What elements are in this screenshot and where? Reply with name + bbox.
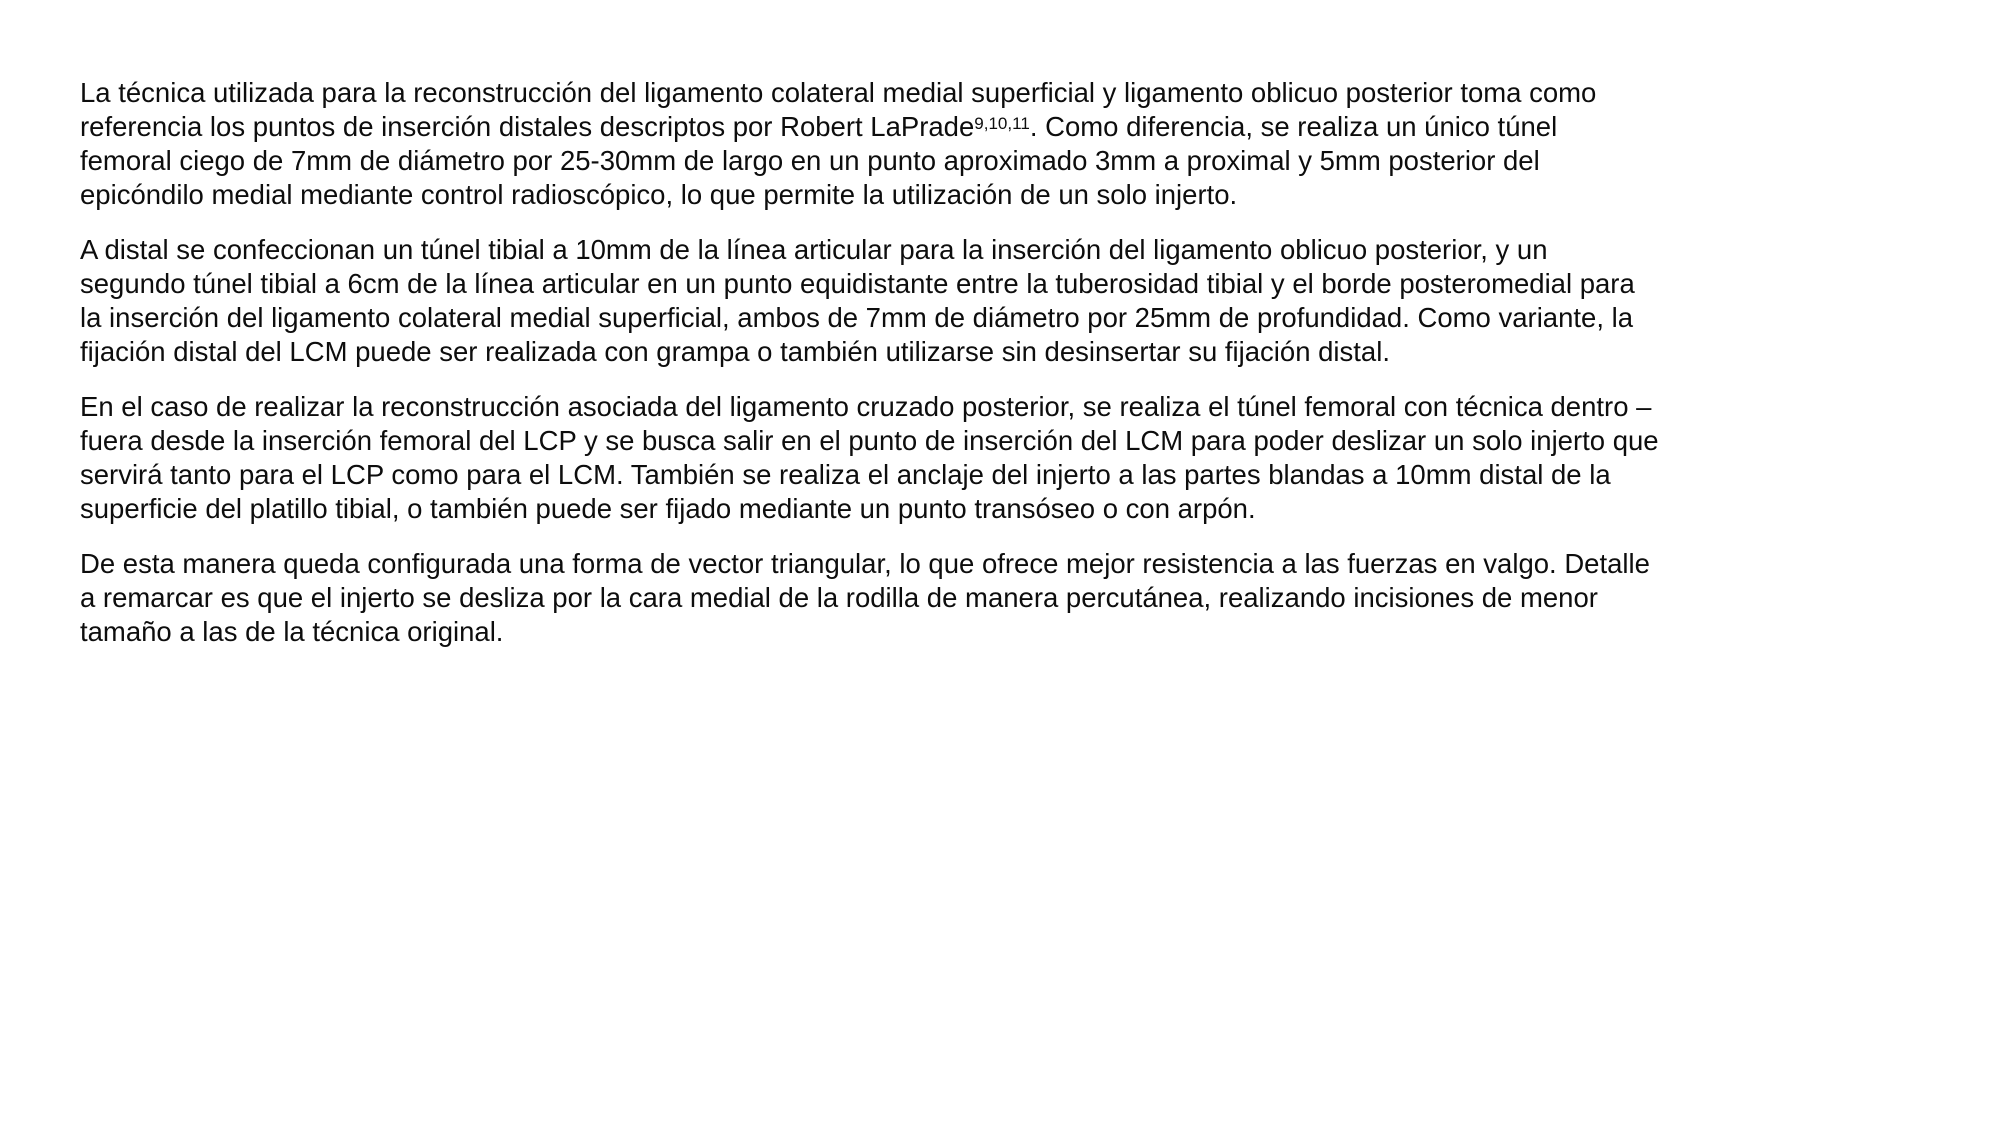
paragraph-4 [80,547,1940,649]
text-line: De esta manera queda configurada una forma de vector triangular, lo que ofrece mejor resistencia a las fuerzas en valgo. Detalle [80,548,1650,579]
text-line: segundo túnel tibial a 6cm de la línea articular en un punto equidistante entre la tuberosidad tibial y el borde posteromedial para [80,268,1635,299]
text-line: tamaño a las de la técnica original. [80,616,504,647]
text-line: La técnica utilizada para la reconstrucción del ligamento colateral medial superficial y ligamento oblicuo posterior toma como [80,77,1597,108]
text-line: servirá tanto para el LCP como para el LCM. También se realiza el anclaje del injerto a las partes blandas a 10mm distal de la [80,459,1611,490]
text-line: superficie del platillo tibial, o también puede ser fijado mediante un punto transóseo o con arpón. [80,493,1256,524]
text-line [80,110,1940,144]
paragraph-3 [80,390,1940,526]
text-line: epicóndilo medial mediante control radioscópico, lo que permite la utilización de un solo injerto. [80,179,1238,210]
text-line: fuera desde la inserción femoral del LCP y se busca salir en el punto de inserción del LCM para poder deslizar un solo injerto que [80,425,1659,456]
paragraph-1 [80,76,1940,212]
text-line: a remarcar es que el injerto se desliza por la cara medial de la rodilla de manera percutánea, realizando incisiones de menor [80,582,1598,613]
text-line: femoral ciego de 7mm de diámetro por 25-30mm de largo en un punto aproximado 3mm a proximal y 5mm posterior del [80,145,1540,176]
citation-superscript: 9,10,11 [974,113,1030,133]
document-page [80,76,1940,670]
text-line: la inserción del ligamento colateral medial superficial, ambos de 7mm de diámetro por 25mm de profundidad. Como variante, la [80,302,1634,333]
text-line: A distal se confeccionan un túnel tibial a 10mm de la línea articular para la inserción del ligamento oblicuo posterior, y un [80,234,1548,265]
text-line: fijación distal del LCM puede ser realizada con grampa o también utilizarse sin desinsertar su fijación distal. [80,336,1390,367]
paragraph-2 [80,233,1940,369]
text-segment: . Como diferencia, se realiza un único túnel [1029,111,1558,142]
text-segment: referencia los puntos de inserción distales descriptos por Robert LaPrade [80,111,975,142]
text-line: En el caso de realizar la reconstrucción asociada del ligamento cruzado posterior, se realiza el túnel femoral con técnica dentro – [80,391,1652,422]
